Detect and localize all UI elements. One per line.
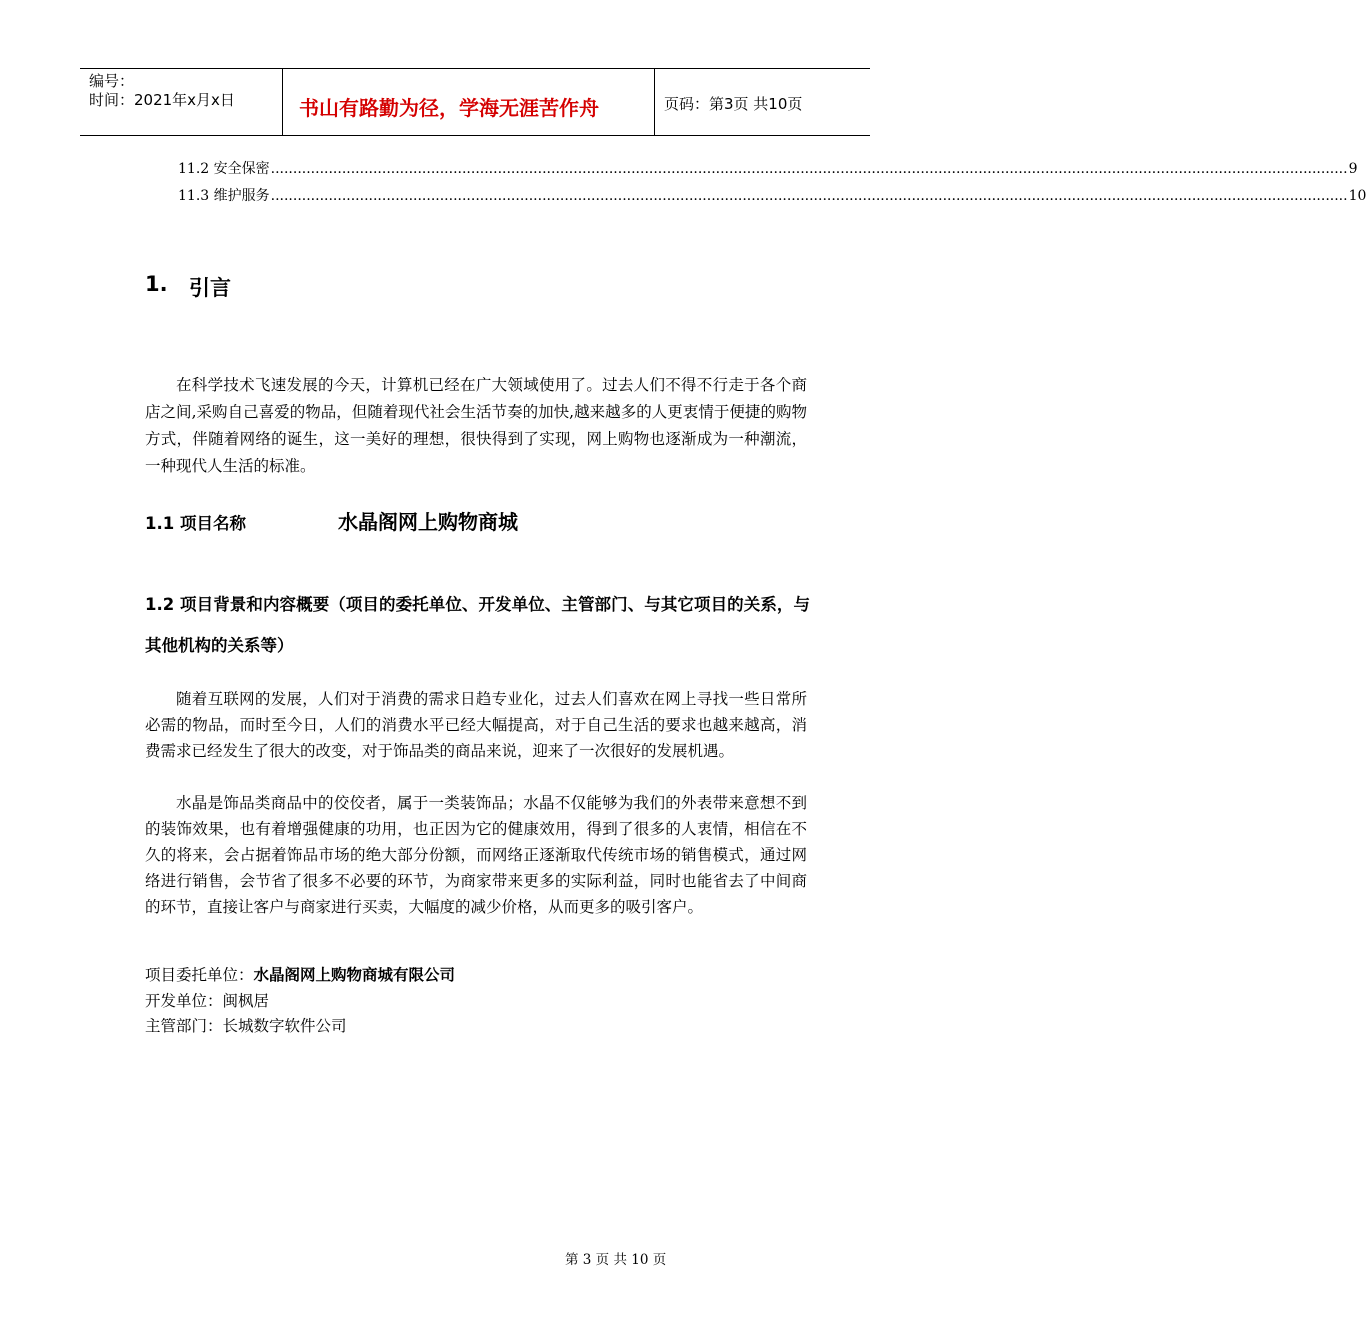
project-name: 水晶阁网上购物商城 <box>338 510 518 534</box>
background-paragraph-2: 水晶是饰品类商品中的佼佼者，属于一类装饰品；水晶不仅能够为我们的外表带来意想不到的装饰效果，也有着增强健康的功用，也正因为它的健康效用，得到了很多的人衷情，相信在不久的将来，会占据着饰品市场的绝大部分份额，而网络正逐渐取代传统市场的销售模式，通过网络进行销售，会节省了很多不必要的环节，为商家带来更多的实际利益，同时也能省去了中间商的环节，直接让客户与商家进行买卖，大幅度的减少价格，从而更多的吸引客户。 <box>145 794 807 916</box>
client-line <box>145 962 455 989</box>
toc-entry-page: 10 <box>1348 188 1366 204</box>
toc-leader-dots: .................................................................................................................................................................................................................................................. <box>270 161 1348 177</box>
header-time-label: 时间：2021年x月x日 <box>89 91 235 109</box>
toc-entry-11-3[interactable] <box>178 185 1366 207</box>
client-label: 项目委托单位： <box>145 966 254 984</box>
footer-page-number: 第 3 页 共 10 页 <box>565 1252 667 1268</box>
toc-entry-page: 9 <box>1348 161 1358 177</box>
section-1-number: 1. <box>145 272 168 296</box>
header-divider-2 <box>654 69 655 136</box>
section-1-1-heading: 1.1 项目名称 <box>145 514 246 533</box>
header-bottom-border <box>80 135 870 136</box>
header-page-label: 页码：第3页 共10页 <box>664 95 803 113</box>
section-1-2-heading: 1.2 项目背景和内容概要（项目的委托单位、开发单位、主管部门、与其它项目的关系，与其他机构的关系等） <box>145 595 810 655</box>
header-divider-1 <box>282 69 283 136</box>
toc-entry-label: 11.2 安全保密 <box>178 161 270 177</box>
department-line: 主管部门：长城数字软件公司 <box>145 1017 347 1035</box>
toc-leader-dots: .................................................................................................................................................................................................................................................. <box>270 188 1348 204</box>
header-motto: 书山有路勤为径，学海无涯苦作舟 <box>299 96 599 120</box>
client-value: 水晶阁网上购物商城有限公司 <box>253 966 456 984</box>
header-top-border <box>80 68 870 69</box>
background-paragraph-1: 随着互联网的发展，人们对于消费的需求日趋专业化，过去人们喜欢在网上寻找一些日常所必需的物品，而时至今日，人们的消费水平已经大幅提高，对于自己生活的要求也越来越高，消费需求已经发生了很大的改变，对于饰品类的商品来说，迎来了一次很好的发展机遇。 <box>145 690 807 760</box>
intro-paragraph: 在科学技术飞速发展的今天，计算机已经在广大领域使用了。过去人们不得不行走于各个商店之间,采购自己喜爱的物品，但随着现代社会生活节奏的加快,越来越多的人更衷情于便捷的购物方式，伴随着网络的诞生，这一美好的理想，很快得到了实现，网上购物也逐渐成为一种潮流，一种现代人生活的标准。 <box>145 376 807 475</box>
toc-entry-label: 11.3 维护服务 <box>178 188 270 204</box>
developer-line: 开发单位：闽枫居 <box>145 992 270 1010</box>
section-1-title: 引言 <box>189 276 231 300</box>
toc-entry-11-2[interactable] <box>178 158 1358 180</box>
header-number-label: 编号： <box>89 72 135 90</box>
